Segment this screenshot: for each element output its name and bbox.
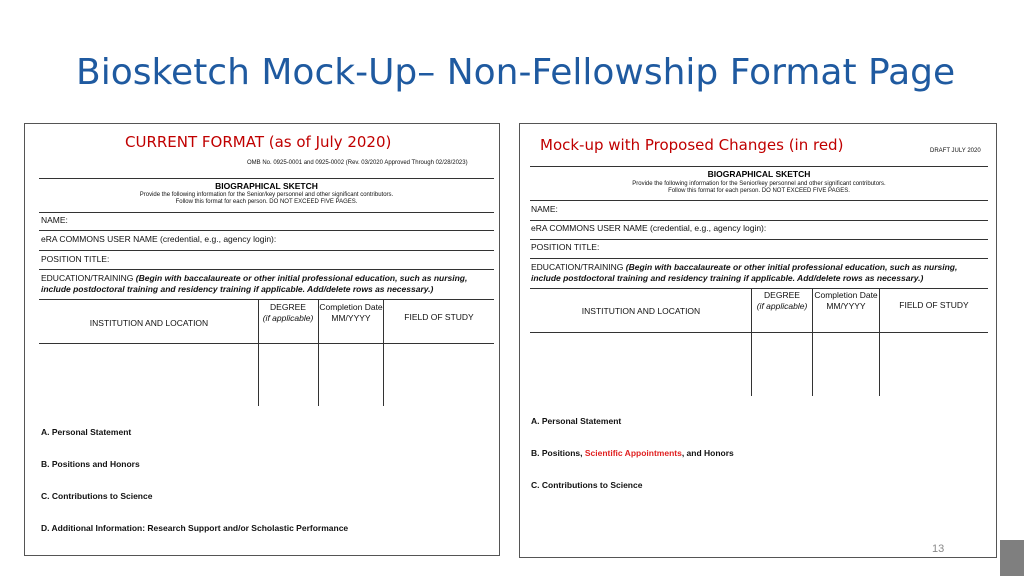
education-training-instructions: (Begin with baccalaureate or other initial professional education, such as nursing, include postdoctoral training and residency training if applicable. Add/delete rows as necessary.) — [41, 273, 468, 294]
table-col-divider — [318, 299, 319, 406]
proposed-changes-title: Mock-up with Proposed Changes (in red) — [540, 136, 844, 154]
divider — [39, 250, 494, 251]
section-b-suffix: , and Honors — [681, 448, 734, 458]
table-header-border — [530, 332, 988, 333]
position-title-label: POSITION TITLE: — [531, 242, 600, 252]
col-degree — [259, 302, 317, 324]
education-training-label: EDUCATION/TRAINING — [531, 262, 624, 272]
education-training-text — [41, 273, 493, 295]
section-additional-information: D. Additional Information: Research Support and/or Scholastic Performance — [41, 523, 349, 533]
slide-title: Biosketch Mock-Up– Non-Fellowship Format Page — [76, 52, 956, 93]
section-b-proposed-change: Scientific Appointments — [584, 448, 682, 458]
corner-accent — [1000, 540, 1024, 576]
draft-date: DRAFT JULY 2020 — [930, 148, 981, 154]
divider — [39, 178, 494, 179]
education-training-label: EDUCATION/TRAINING — [41, 273, 134, 283]
instructions-line-1: Provide the following information for the Senior/key personnel and other significant contributors. — [139, 192, 394, 198]
instructions-line-2: Follow this format for each person. DO NOT EXCEED FIVE PAGES. — [175, 199, 358, 205]
divider — [530, 200, 988, 201]
section-contributions-science: C. Contributions to Science — [41, 491, 153, 501]
current-format-title: CURRENT FORMAT (as of July 2020) — [125, 133, 392, 151]
col-field-of-study: FIELD OF STUDY — [899, 300, 969, 310]
col-completion-date: Completion Date MM/YYYY — [319, 302, 383, 323]
table-col-divider — [879, 288, 880, 396]
omb-number: OMB No. 0925-0001 and 0925-0002 (Rev. 03/2020 Approved Through 02/28/2023) — [247, 160, 468, 166]
position-title-label: POSITION TITLE: — [41, 254, 110, 264]
name-field-label: NAME: — [41, 215, 68, 225]
table-top-border — [39, 299, 494, 300]
section-positions-honors: B. Positions and Honors — [41, 459, 140, 469]
section-positions-appointments-honors — [531, 448, 734, 458]
divider — [530, 258, 988, 259]
col-degree-sub: (if applicable) — [756, 301, 808, 311]
divider — [530, 166, 988, 167]
instructions-line-1: Provide the following information for the Senior/key personnel and other significant contributors. — [632, 181, 886, 187]
col-degree-label: DEGREE — [764, 290, 800, 300]
col-completion-date: Completion Date MM/YYYY — [814, 290, 878, 311]
section-personal-statement: A. Personal Statement — [41, 427, 132, 437]
education-training-text — [531, 262, 986, 284]
col-institution-location: INSTITUTION AND LOCATION — [581, 306, 701, 316]
biosketch-heading: BIOGRAPHICAL SKETCH — [215, 181, 318, 191]
era-commons-label: eRA COMMONS USER NAME (credential, e.g., agency login): — [531, 223, 767, 233]
proposed-changes-panel — [519, 123, 997, 558]
table-col-divider — [383, 299, 384, 406]
table-header-border — [39, 343, 494, 344]
section-b-prefix: B. Positions, — [531, 448, 585, 458]
divider — [530, 220, 988, 221]
col-degree-label: DEGREE — [270, 302, 306, 312]
instructions-line-2: Follow this format for each person. DO NOT EXCEED FIVE PAGES. — [668, 188, 850, 194]
biosketch-heading: BIOGRAPHICAL SKETCH — [707, 169, 811, 179]
era-commons-label: eRA COMMONS USER NAME (credential, e.g., agency login): — [41, 234, 277, 244]
table-col-divider — [751, 288, 752, 396]
col-degree-sub: (if applicable) — [262, 313, 314, 323]
section-personal-statement: A. Personal Statement — [531, 416, 622, 426]
divider — [530, 239, 988, 240]
divider — [39, 230, 494, 231]
col-institution-location: INSTITUTION AND LOCATION — [89, 318, 209, 328]
education-training-instructions: (Begin with baccalaureate or other initial professional education, such as nursing, include postdoctoral training and residency training if applicable. Add/delete rows as necessary.) — [531, 262, 958, 283]
divider — [39, 212, 494, 213]
table-col-divider — [812, 288, 813, 396]
table-top-border — [530, 288, 988, 289]
section-contributions-science: C. Contributions to Science — [531, 480, 643, 490]
col-field-of-study: FIELD OF STUDY — [404, 312, 474, 322]
page-number: 13 — [932, 543, 945, 555]
table-col-divider — [258, 299, 259, 406]
divider — [39, 269, 494, 270]
col-degree — [752, 290, 812, 312]
current-format-panel — [24, 123, 500, 556]
name-field-label: NAME: — [531, 204, 558, 214]
